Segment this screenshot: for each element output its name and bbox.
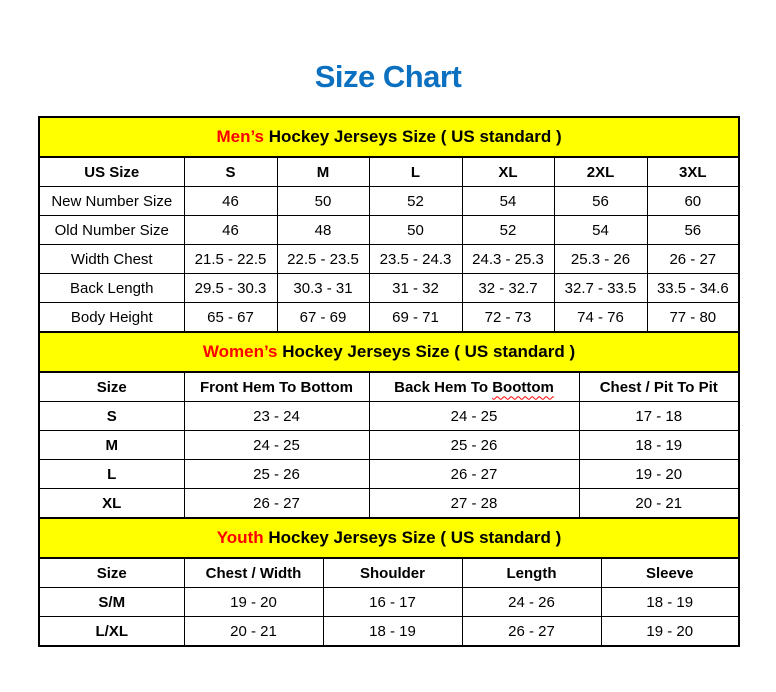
youth-section-header — [39, 518, 739, 558]
column-header: US Size — [39, 157, 184, 187]
row-label: S/M — [39, 588, 184, 617]
cell: 52 — [369, 187, 462, 216]
cell: 30.3 - 31 — [277, 274, 369, 303]
cell: 50 — [369, 216, 462, 245]
cell: 56 — [554, 187, 647, 216]
table-row — [39, 187, 739, 216]
back-hem-prefix: Back Hem To — [394, 378, 493, 396]
row-label: Body Height — [39, 303, 184, 333]
row-label: Width Chest — [39, 245, 184, 274]
row-label: New Number Size — [39, 187, 184, 216]
cell: 54 — [554, 216, 647, 245]
womens-size-table — [38, 331, 740, 519]
cell: 18 - 19 — [323, 617, 462, 647]
womens-header-row — [39, 372, 739, 402]
cell: 17 - 18 — [579, 402, 739, 431]
cell: 18 - 19 — [579, 431, 739, 460]
section-title-accent: Youth — [216, 528, 264, 547]
mens-section-title — [39, 117, 739, 157]
cell: 56 — [647, 216, 739, 245]
cell: 32 - 32.7 — [462, 274, 554, 303]
cell: 21.5 - 22.5 — [184, 245, 277, 274]
row-label: L — [39, 460, 184, 489]
cell: 32.7 - 33.5 — [554, 274, 647, 303]
cell: 16 - 17 — [323, 588, 462, 617]
cell: 54 — [462, 187, 554, 216]
cell: 18 - 19 — [601, 588, 739, 617]
cell: 74 - 76 — [554, 303, 647, 333]
mens-header-row — [39, 157, 739, 187]
column-header: Size — [39, 558, 184, 588]
cell: 52 — [462, 216, 554, 245]
cell: 26 - 27 — [369, 460, 579, 489]
column-header: S — [184, 157, 277, 187]
row-label: M — [39, 431, 184, 460]
section-title-accent: Men’s — [216, 127, 264, 146]
table-row — [39, 245, 739, 274]
table-row — [39, 303, 739, 333]
cell: 31 - 32 — [369, 274, 462, 303]
cell: 22.5 - 23.5 — [277, 245, 369, 274]
cell: 67 - 69 — [277, 303, 369, 333]
cell: 26 - 27 — [184, 489, 369, 519]
table-row — [39, 489, 739, 519]
misspelled-word-squiggle: Boottom — [492, 378, 554, 396]
womens-section-title — [39, 332, 739, 372]
cell: 24 - 26 — [462, 588, 601, 617]
column-header: 3XL — [647, 157, 739, 187]
cell: 19 - 20 — [184, 588, 323, 617]
row-label: S — [39, 402, 184, 431]
section-title-rest: Hockey Jerseys Size ( US standard ) — [263, 528, 562, 547]
cell: 27 - 28 — [369, 489, 579, 519]
section-title-rest: Hockey Jerseys Size ( US standard ) — [277, 342, 576, 361]
cell: 60 — [647, 187, 739, 216]
table-row — [39, 617, 739, 647]
cell: 25.3 - 26 — [554, 245, 647, 274]
youth-section-title — [39, 518, 739, 558]
row-label: L/XL — [39, 617, 184, 647]
column-header: L — [369, 157, 462, 187]
column-header: Shoulder — [323, 558, 462, 588]
column-header: Size — [39, 372, 184, 402]
cell: 46 — [184, 187, 277, 216]
cell: 24 - 25 — [184, 431, 369, 460]
table-row — [39, 431, 739, 460]
table-row — [39, 588, 739, 617]
column-header: Chest / Width — [184, 558, 323, 588]
mens-section-header — [39, 117, 739, 157]
column-header: 2XL — [554, 157, 647, 187]
table-row — [39, 274, 739, 303]
cell: 24.3 - 25.3 — [462, 245, 554, 274]
cell: 23 - 24 — [184, 402, 369, 431]
row-label: Old Number Size — [39, 216, 184, 245]
section-title-rest: Hockey Jerseys Size ( US standard ) — [264, 127, 562, 146]
column-header-misspelled — [369, 372, 579, 402]
cell: 50 — [277, 187, 369, 216]
cell: 19 - 20 — [579, 460, 739, 489]
cell: 26 - 27 — [647, 245, 739, 274]
table-row — [39, 402, 739, 431]
tables-container — [38, 116, 740, 647]
cell: 19 - 20 — [601, 617, 739, 647]
column-header: XL — [462, 157, 554, 187]
column-header: M — [277, 157, 369, 187]
section-title-accent: Women’s — [202, 342, 278, 361]
column-header: Front Hem To Bottom — [184, 372, 369, 402]
column-header: Chest / Pit To Pit — [579, 372, 739, 402]
cell: 48 — [277, 216, 369, 245]
cell: 26 - 27 — [462, 617, 601, 647]
cell: 20 - 21 — [579, 489, 739, 519]
column-header: Length — [462, 558, 601, 588]
cell: 33.5 - 34.6 — [647, 274, 739, 303]
cell: 24 - 25 — [369, 402, 579, 431]
table-row — [39, 216, 739, 245]
row-label: Back Length — [39, 274, 184, 303]
page-title: Size Chart — [314, 59, 462, 94]
mens-size-table — [38, 116, 740, 333]
youth-header-row — [39, 558, 739, 588]
cell: 25 - 26 — [184, 460, 369, 489]
table-row — [39, 460, 739, 489]
cell: 23.5 - 24.3 — [369, 245, 462, 274]
row-label: XL — [39, 489, 184, 519]
cell: 69 - 71 — [369, 303, 462, 333]
cell: 77 - 80 — [647, 303, 739, 333]
womens-section-header — [39, 332, 739, 372]
cell: 46 — [184, 216, 277, 245]
cell: 25 - 26 — [369, 431, 579, 460]
cell: 29.5 - 30.3 — [184, 274, 277, 303]
cell: 72 - 73 — [462, 303, 554, 333]
youth-size-table — [38, 517, 740, 647]
cell: 20 - 21 — [184, 617, 323, 647]
cell: 65 - 67 — [184, 303, 277, 333]
column-header: Sleeve — [601, 558, 739, 588]
